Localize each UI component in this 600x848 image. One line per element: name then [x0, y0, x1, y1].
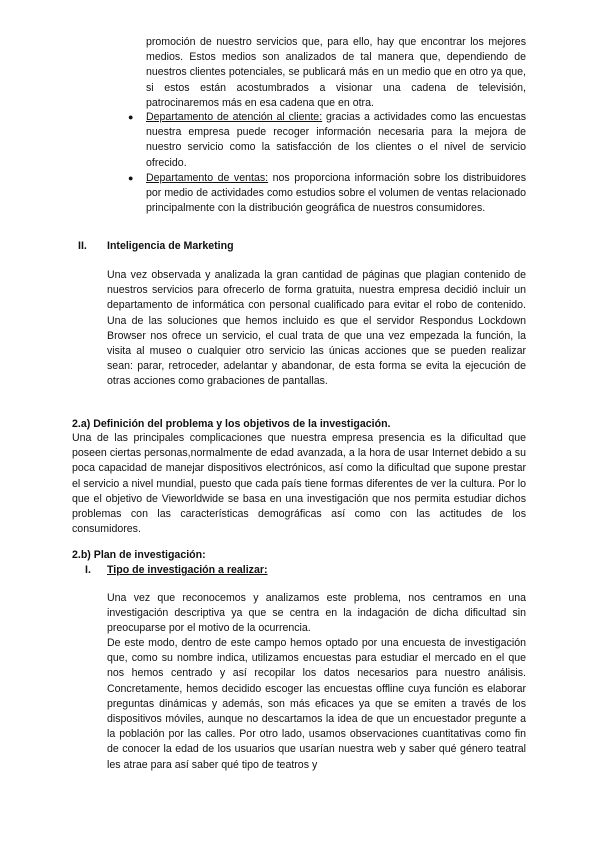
section-paragraph: De este modo, dentro de este campo hemos optado por una encuesta de investigación que, como su nombre indica, utilizamos encuestas para estudiar el mercado en el que nos hemos centrado y así recopilar los datos necesarios para nuestro análisis. Concretamente, hemos decidido escoger las encuestas offline cuya función es elaborar preguntas dinámicas y además, son más eficaces ya que se emiten a través de los dispositivos móviles, aunque no descartamos la idea de que un encuestador pregunte a la población por las calles. Por otro lado, usamos observaciones cuantitativas como fin de conocer la edad de los usuarios que usarían nuestra web y saber qué género teatral les atrae para así saber qué tipo de teatros y [107, 637, 526, 771]
section-heading: 2.a) Definición del problema y los objetivos de la investigación. [72, 418, 391, 430]
bullet-text: gracias a actividades como las encuestas nuestra empresa puede recoger información necesaria para la mejora de nuestro servicio como la satisfacción de los clientes o el nivel de servicio ofrecido. [146, 111, 526, 169]
list-item [128, 110, 526, 171]
list-item [128, 171, 526, 217]
intro-paragraph: promoción de nuestro servicios que, para ello, hay que encontrar los mejores medios. Estos medios son analizados de tal manera que, dependiendo de nuestros clientes potenciales, se publicará más en un medio que en otro ya que, si estos están acostumbrados a visionar una cadena de televisión, patrocinaremos más en esa cadena que en otra. [146, 36, 526, 109]
section-numeral: II. [78, 240, 87, 252]
subsection-heading: Tipo de investigación a realizar: [107, 564, 268, 576]
subsection-numeral: I. [85, 564, 91, 576]
section-heading: Inteligencia de Marketing [107, 240, 234, 252]
section-heading: 2.b) Plan de investigación: [72, 549, 206, 561]
bullet-icon: ● [128, 172, 134, 183]
department-list [128, 110, 526, 216]
section-paragraph: Una de las principales complicaciones que nuestra empresa presencia es la dificultad que poseen ciertas personas,normalmente de edad avanzada, a la hora de usar Internet debido a su poca capacidad de manejar dispositivos electrónicos, así como la dificultad que supone prestar el servicio a nivel mundial, puesto que cada país tiene formas diferentes de ver la cultura. Por lo que el objetivo de Vieworldwide se basa en una investigación que nos permita estudiar dichos problemas con las características demográficas así como con las actitudes de los consumidores. [72, 432, 526, 536]
bullet-icon: ● [128, 112, 134, 122]
bullet-label: Departamento de atención al cliente: [146, 111, 323, 123]
bullet-label: Departamento de ventas: [146, 171, 269, 184]
bullet-text: nos proporciona información sobre los distribuidores por medio de actividades como estudios sobre el volumen de ventas relacionado principalmente con la distribución geográfica de nuestros consumidores. [146, 171, 526, 215]
section-paragraph: Una vez observada y analizada la gran cantidad de páginas que plagian contenido de nuestros servicios para ofrecerlo de forma gratuita, nuestra empresa decidió incluir un departamento de informática con personal cualificado para evitar el robo de contenido. Una de las soluciones que hemos incluido es que el servidor Respondus Lockdown Browser nos ofrece un servicio, el cual trata de que una vez empezada la función, la visita al museo o cualquier otro servicio las únicas acciones que se pueden realizar sean: parar, retroceder, adelantar y abandonar, de esta forma se evita la ejecución de otras acciones como grabaciones de pantallas. [107, 269, 526, 388]
section-paragraph: Una vez que reconocemos y analizamos este problema, nos centramos en una investigación descriptiva ya que se centra en la indagación de dicha dificultad sin preocuparse por el motivo de la ocurrencia. [107, 592, 526, 635]
